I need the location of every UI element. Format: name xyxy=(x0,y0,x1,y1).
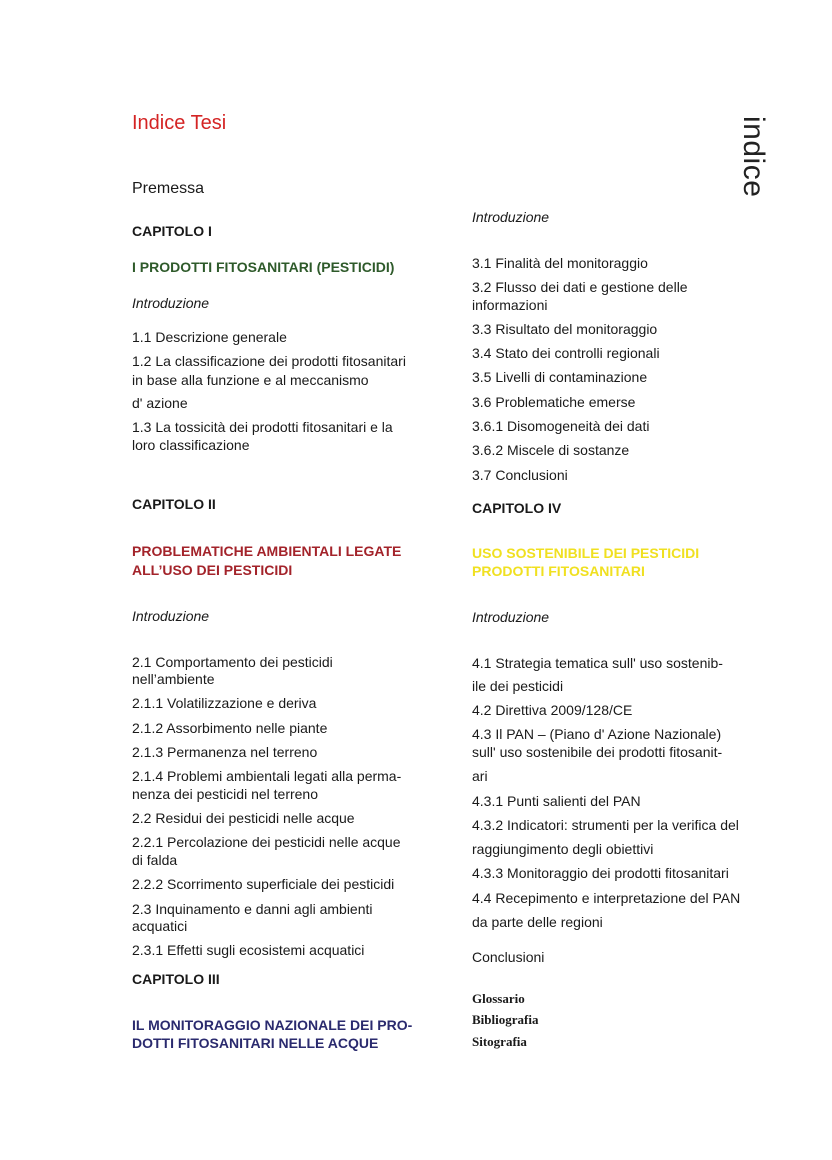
toc-item: nenza dei pesticidi nel terreno xyxy=(132,786,319,802)
toc-item: ari xyxy=(472,768,488,784)
premessa: Premessa xyxy=(132,180,205,197)
chapter-3-title-line2: DOTTI FITOSANITARI NELLE ACQUE xyxy=(132,1035,379,1051)
page-title: Indice Tesi xyxy=(132,112,227,134)
toc-item: 1.1 Descrizione generale xyxy=(132,329,287,345)
toc-item: 3.6 Problematiche emerse xyxy=(472,394,636,410)
toc-item: da parte delle regioni xyxy=(472,914,603,930)
toc-item: 2.3 Inquinamento e danni agli ambienti xyxy=(132,901,373,917)
toc-item: 2.1 Comportamento dei pesticidi xyxy=(132,654,333,670)
toc-item: 3.4 Stato dei controlli regionali xyxy=(472,345,660,361)
toc-item: 3.3 Risultato del monitoraggio xyxy=(472,321,658,337)
toc-item: 2.1.4 Problemi ambientali legati alla perma- xyxy=(132,768,402,784)
toc-item: 2.3.1 Effetti sugli ecosistemi acquatici xyxy=(132,942,365,958)
toc-item: 3.2 Flusso dei dati e gestione delle xyxy=(472,279,688,295)
chapter-4-title-line2: PRODOTTI FITOSANITARI xyxy=(472,563,645,579)
toc-item: di falda xyxy=(132,852,178,868)
toc-item: 4.3.2 Indicatori: strumenti per la verifica del xyxy=(472,817,739,833)
chapter-1-intro: Introduzione xyxy=(132,295,210,311)
toc-item: 2.1.2 Assorbimento nelle piante xyxy=(132,720,328,736)
chapter-2-label: CAPITOLO II xyxy=(132,496,216,512)
glossario: Glossario xyxy=(472,991,525,1006)
chapter-4-intro: Introduzione xyxy=(472,609,550,625)
toc-item: acquatici xyxy=(132,918,188,934)
toc-item: informazioni xyxy=(472,297,548,313)
toc-item: raggiungimento degli obiettivi xyxy=(472,841,654,857)
toc-item: 3.1 Finalità del monitoraggio xyxy=(472,255,648,271)
toc-item: 2.2.1 Percolazione dei pesticidi nelle acque xyxy=(132,834,401,850)
toc-item: 3.6.1 Disomogeneità dei dati xyxy=(472,418,650,434)
toc-item: 4.4 Recepimento e interpretazione del PAN xyxy=(472,890,741,906)
chapter-2-intro: Introduzione xyxy=(132,608,210,624)
toc-item: 3.6.2 Miscele di sostanze xyxy=(472,442,630,458)
toc-item: 4.3 Il PAN – (Piano d' Azione Nazionale) xyxy=(472,726,722,742)
toc-item: sull' uso sostenibile dei prodotti fitosanit- xyxy=(472,744,723,760)
chapter-1-title: I PRODOTTI FITOSANITARI (PESTICIDI) xyxy=(132,259,395,275)
toc-item: 4.2 Direttiva 2009/128/CE xyxy=(472,702,633,718)
toc-item: ile dei pesticidi xyxy=(472,678,564,694)
bibliografia: Bibliografia xyxy=(472,1012,539,1027)
toc-item: 2.2.2 Scorrimento superficiale dei pesticidi xyxy=(132,876,395,892)
toc-item: 3.7 Conclusioni xyxy=(472,467,568,483)
toc-item: 4.3.3 Monitoraggio dei prodotti fitosanitari xyxy=(472,865,729,881)
toc-item: loro classificazione xyxy=(132,437,250,453)
toc-item: 1.3 La tossicità dei prodotti fitosanitari e la xyxy=(132,419,393,435)
chapter-4-label: CAPITOLO IV xyxy=(472,500,562,516)
toc-item: nell’ambiente xyxy=(132,671,215,687)
chapter-3-label: CAPITOLO III xyxy=(132,971,220,987)
chapter-4-title-line1: USO SOSTENIBILE DEI PESTICIDI xyxy=(472,545,700,561)
toc-item: d' azione xyxy=(132,395,188,411)
chapter-2-title-line2: ALL’USO DEI PESTICIDI xyxy=(132,562,293,578)
sitografia: Sitografia xyxy=(472,1034,527,1049)
chapter-1-label: CAPITOLO I xyxy=(132,223,212,239)
chapter-3-intro: Introduzione xyxy=(472,209,550,225)
toc-item: 2.1.1 Volatilizzazione e deriva xyxy=(132,695,317,711)
toc-item: 4.3.1 Punti salienti del PAN xyxy=(472,793,641,809)
toc-item: 1.2 La classificazione dei prodotti fitosanitari xyxy=(132,353,406,369)
toc-item: 3.5 Livelli di contaminazione xyxy=(472,369,648,385)
conclusioni: Conclusioni xyxy=(472,949,545,965)
toc-item: 2.2 Residui dei pesticidi nelle acque xyxy=(132,810,355,826)
toc-item: in base alla funzione e al meccanismo xyxy=(132,372,369,388)
toc-item: 2.1.3 Permanenza nel terreno xyxy=(132,744,318,760)
chapter-2-title-line1: PROBLEMATICHE AMBIENTALI LEGATE xyxy=(132,543,402,559)
chapter-3-title-line1: IL MONITORAGGIO NAZIONALE DEI PRO- xyxy=(132,1017,413,1033)
side-label: indice xyxy=(737,116,770,198)
toc-item: 4.1 Strategia tematica sull' uso sostenib- xyxy=(472,655,723,671)
